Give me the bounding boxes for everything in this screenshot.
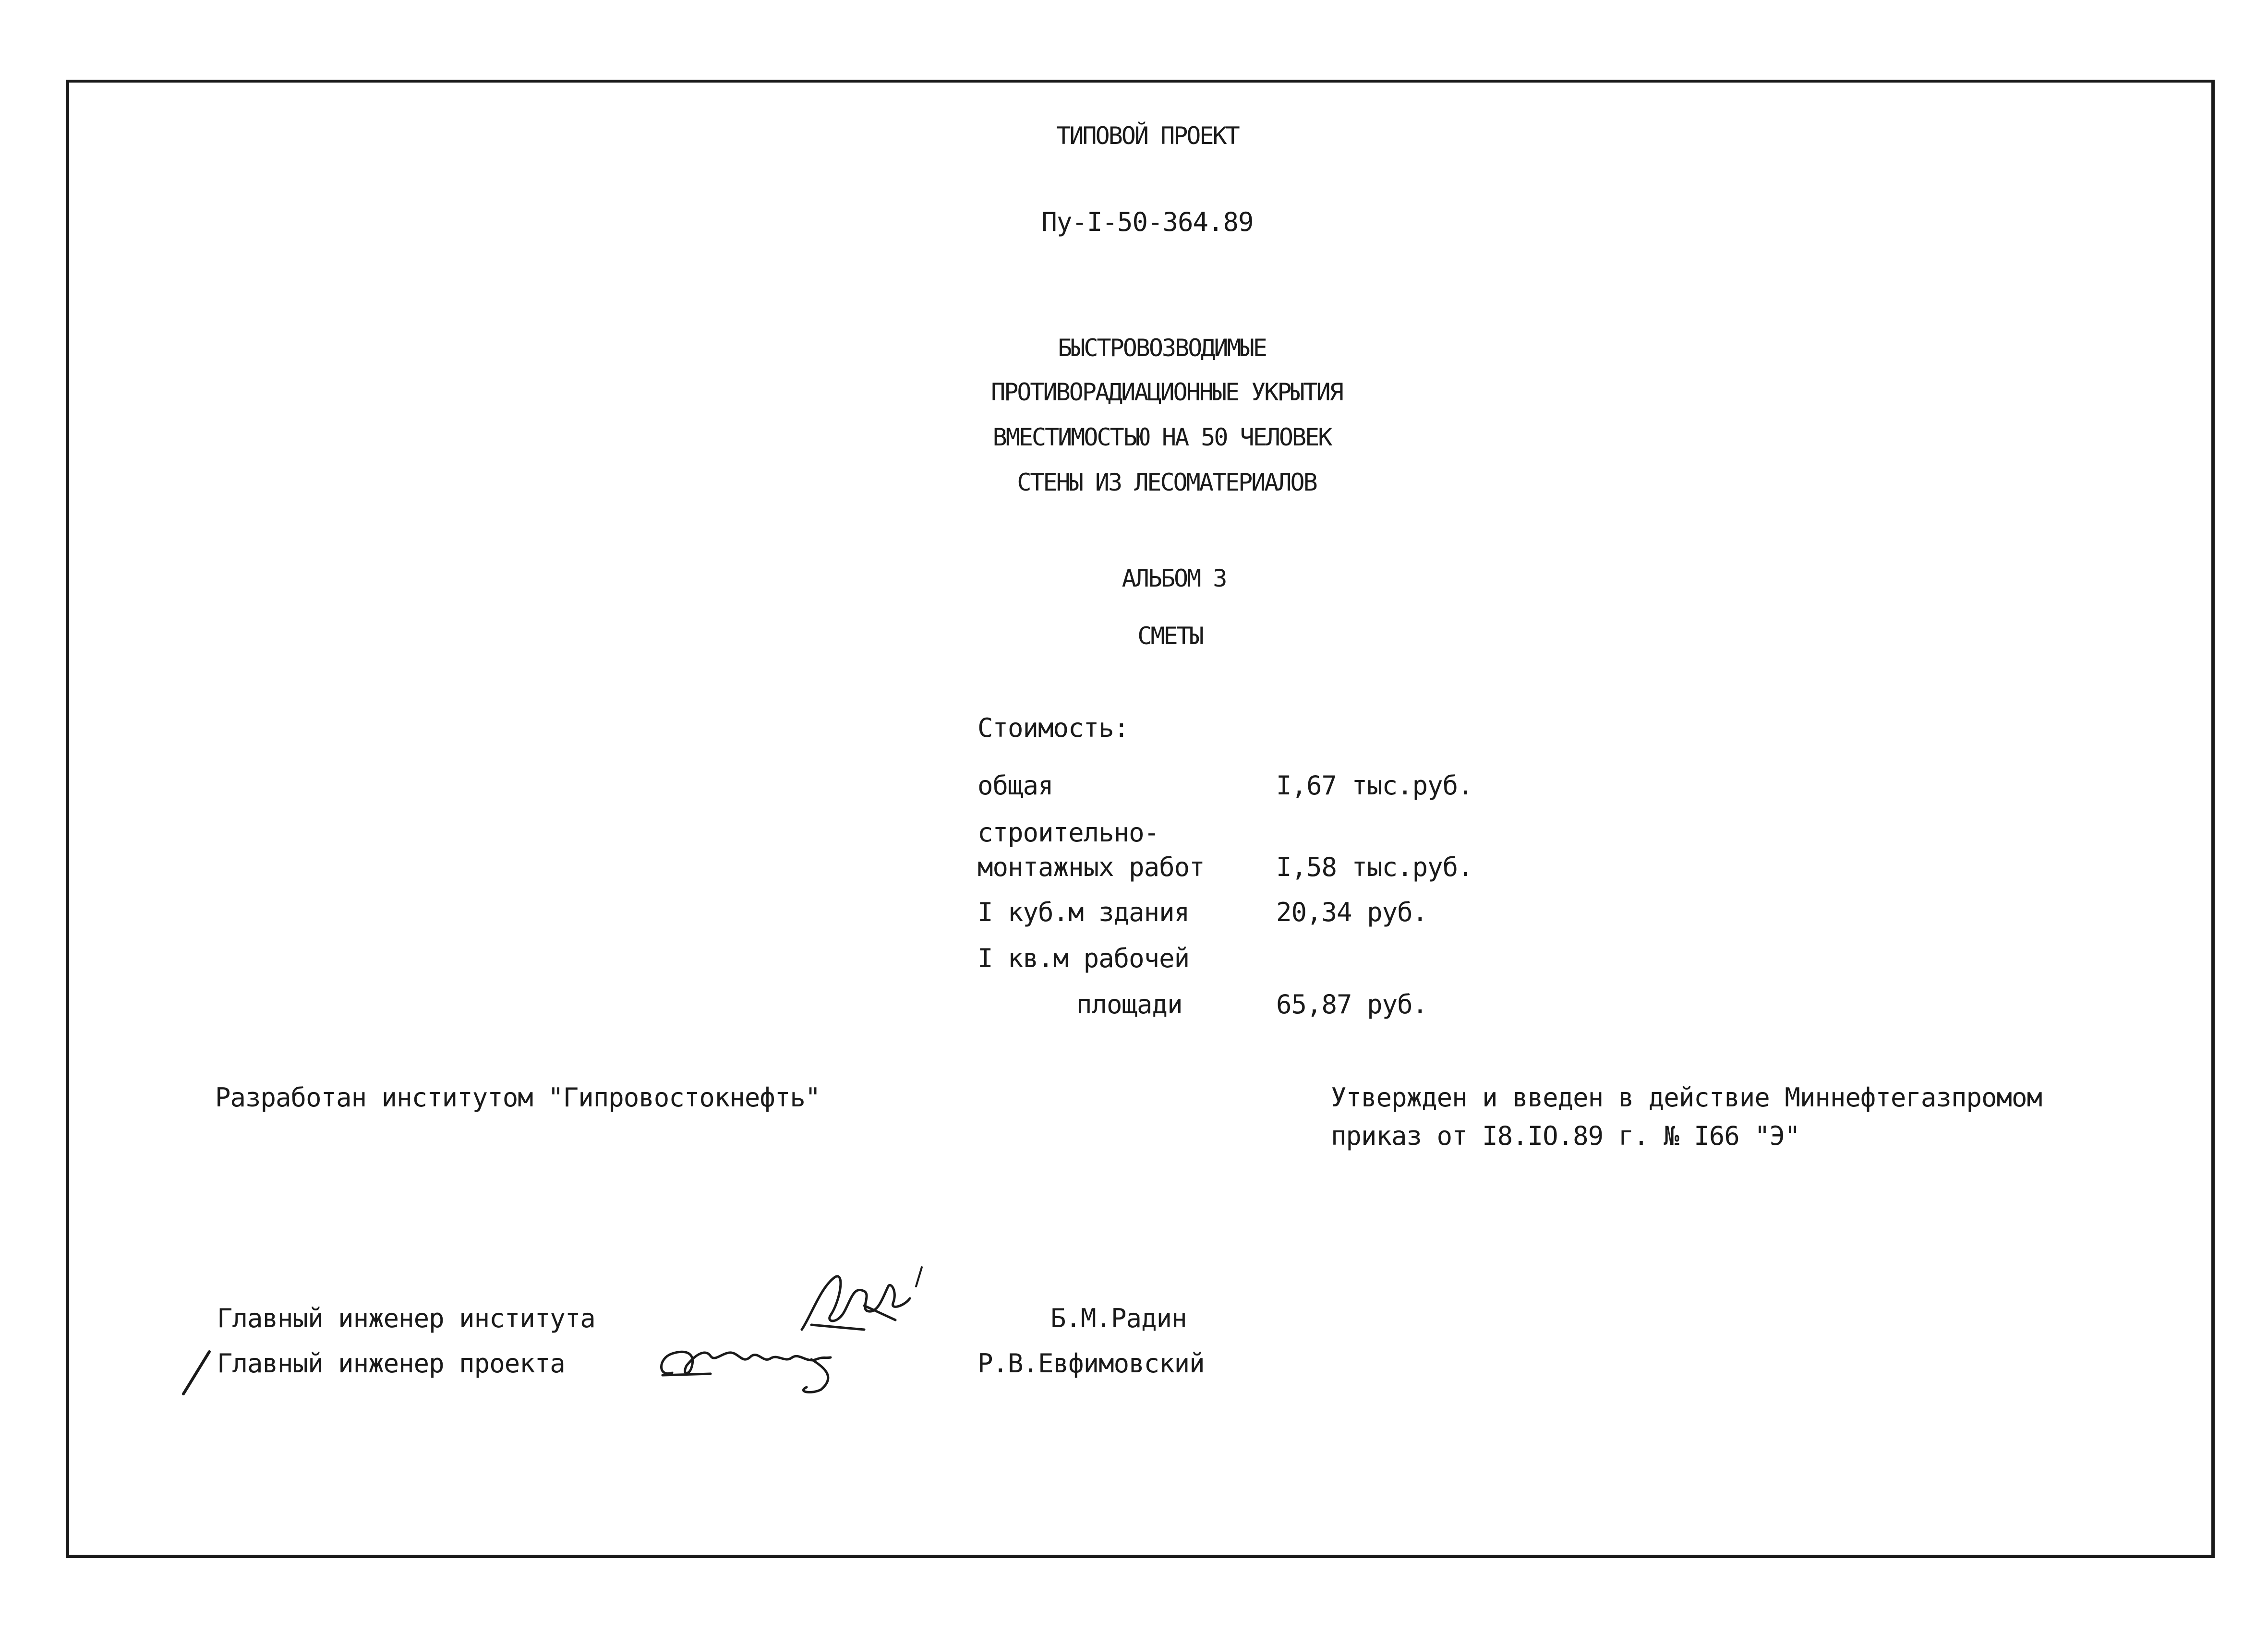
cost-area-value: 65,87 руб. <box>1276 989 1428 1020</box>
cost-cubic-label: I куб.м здания <box>977 897 1190 927</box>
cost-cubic-value: 20,34 руб. <box>1276 897 1428 927</box>
pen-mark-icon <box>178 1349 216 1397</box>
cost-total-label: общая <box>977 770 1053 801</box>
approval-line-2: приказ от I8.IO.89 г. № I66 "Э" <box>1331 1121 1800 1151</box>
title-line-3: ВМЕСТИМОСТЬЮ НА 50 ЧЕЛОВЕК <box>992 423 1331 451</box>
title-line-2: ПРОТИВОРАДИАЦИОННЫЕ УКРЫТИЯ <box>991 378 1342 406</box>
chief-engineer-institute-name: Б.М.Радин <box>1050 1303 1187 1333</box>
cost-total-value: I,67 тыс.руб. <box>1276 770 1473 801</box>
approval-line-1: Утвержден и введен в действие Миннефтегазпромом <box>1331 1082 2042 1113</box>
cost-construction-label-2: монтажных работ <box>977 852 1205 882</box>
cost-construction-value: I,58 тыс.руб. <box>1276 852 1473 882</box>
cost-heading: Стоимость: <box>977 713 1129 743</box>
cost-area-label-1: I кв.м рабочей <box>977 943 1190 973</box>
project-type: ТИПОВОЙ ПРОЕКТ <box>1056 122 1239 150</box>
developed-by: Разработан институтом "Гипровостокнефть" <box>215 1082 820 1113</box>
title-line-1: БЫСТРОВОЗВОДИМЫЕ <box>1058 334 1266 362</box>
chief-engineer-institute-role: Главный инженер института <box>217 1303 595 1333</box>
chief-engineer-project-role: Главный инженер проекта <box>217 1348 565 1379</box>
cost-construction-label-1: строительно- <box>977 817 1159 848</box>
album-label: АЛЬБОМ 3 <box>1122 564 1226 592</box>
section-label: СМЕТЫ <box>1137 622 1203 650</box>
signature-project-icon <box>653 1330 855 1397</box>
cost-area-label-2: площади <box>1076 989 1182 1020</box>
project-code: Пу-I-50-364.89 <box>1041 207 1254 237</box>
title-line-4: СТЕНЫ ИЗ ЛЕСОМАТЕРИАЛОВ <box>1017 468 1316 496</box>
chief-engineer-project-name: Р.В.Евфимовский <box>977 1348 1205 1379</box>
